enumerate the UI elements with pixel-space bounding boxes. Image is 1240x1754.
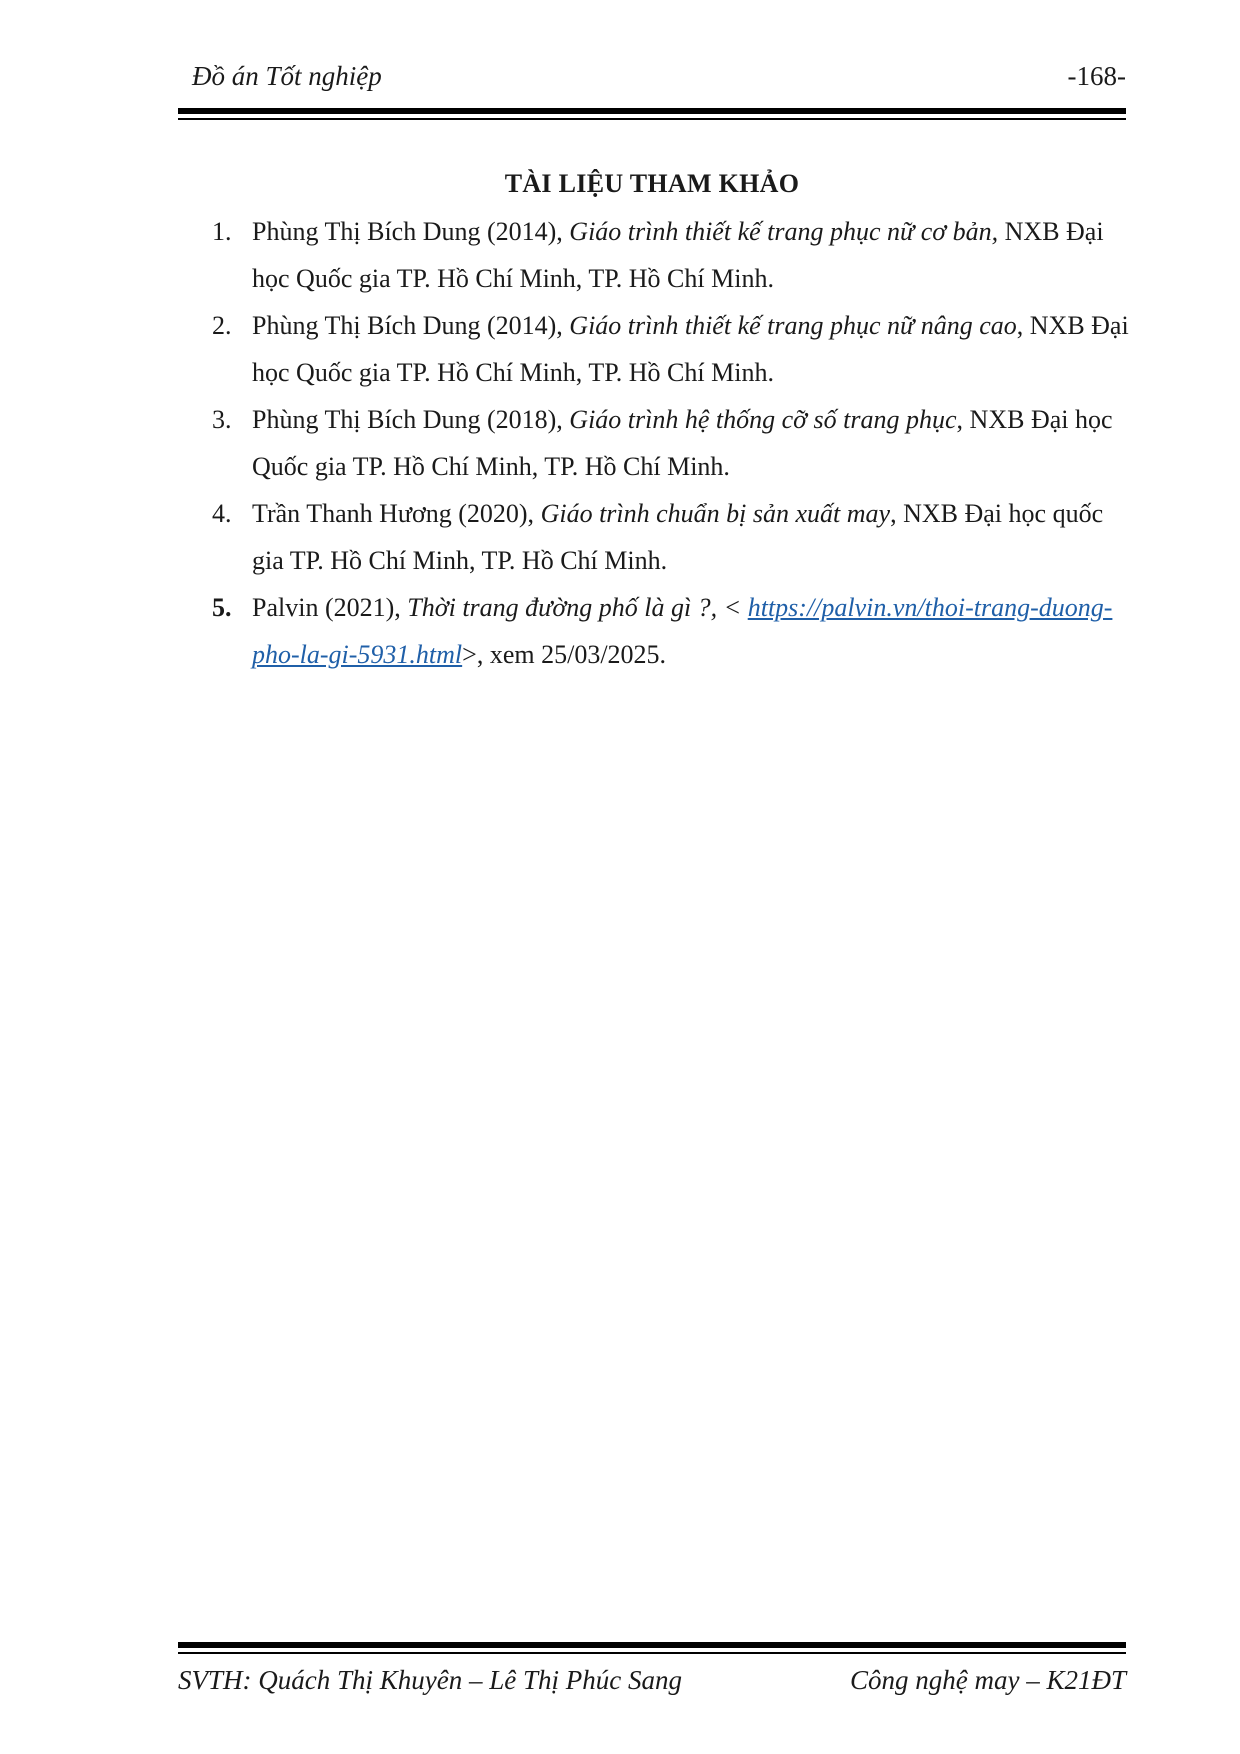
reference-publisher: NXB Đại học Quốc gia TP. Hồ Chí Minh, TP. Hồ Chí Minh.	[252, 217, 1104, 293]
reference-number: 4.	[212, 499, 232, 528]
reference-item	[212, 584, 1132, 678]
footer-rule-thick	[178, 1642, 1126, 1648]
reference-author-year: Palvin (2021),	[252, 593, 408, 622]
reference-link[interactable]: https://palvin.vn/thoi-trang-duong-pho-la-gi-5931.html	[252, 593, 1113, 669]
reference-number: 1.	[212, 217, 232, 246]
reference-title: Giáo trình thiết kế trang phục nữ nâng cao	[569, 311, 1017, 340]
reference-number: 2.	[212, 311, 232, 340]
references-heading: TÀI LIỆU THAM KHẢO	[504, 169, 800, 198]
reference-publisher: , NXB Đại học quốc gia TP. Hồ Chí Minh, TP. Hồ Chí Minh.	[252, 499, 1104, 575]
reference-item	[212, 396, 1132, 490]
reference-item	[212, 490, 1132, 584]
page-footer	[178, 1662, 1126, 1698]
reference-title: Giáo trình chuẩn bị sản xuất may	[540, 499, 891, 528]
header-rule-thin	[178, 118, 1126, 120]
reference-title: Giáo trình hệ thống cỡ số trang phục	[569, 405, 957, 434]
reference-publisher: , NXB Đại học Quốc gia TP. Hồ Chí Minh, TP. Hồ Chí Minh.	[252, 405, 1113, 481]
footer-rule-thin	[178, 1652, 1126, 1654]
reference-access-date: , xem 25/03/2025.	[476, 640, 667, 669]
reference-title: Thời trang đường phố là gì ?,	[407, 593, 724, 622]
header-rule-thick	[178, 108, 1126, 114]
reference-author-year: Phùng Thị Bích Dung (2018),	[252, 405, 570, 434]
page-number: -168-	[1067, 61, 1126, 91]
link-open-bracket: <	[723, 593, 748, 622]
reference-item	[212, 208, 1132, 302]
reference-author-year: Trần Thanh Hương (2020),	[252, 499, 541, 528]
footer-authors: SVTH: Quách Thị Khuyên – Lê Thị Phúc Sang	[178, 1665, 682, 1695]
reference-author-year: Phùng Thị Bích Dung (2014),	[252, 311, 570, 340]
reference-number: 3.	[212, 405, 232, 434]
page-header	[178, 58, 1126, 94]
references-list	[212, 208, 1132, 678]
reference-number: 5.	[212, 593, 232, 622]
reference-author-year: Phùng Thị Bích Dung (2014),	[252, 217, 570, 246]
reference-title: Giáo trình thiết kế trang phục nữ cơ bản,	[569, 217, 999, 246]
reference-item	[212, 302, 1132, 396]
reference-publisher: , NXB Đại học Quốc gia TP. Hồ Chí Minh, TP. Hồ Chí Minh.	[252, 311, 1129, 387]
footer-program: Công nghệ may – K21ĐT	[850, 1665, 1126, 1695]
document-title: Đồ án Tốt nghiệp	[192, 61, 382, 91]
link-close-bracket: >	[462, 640, 477, 669]
